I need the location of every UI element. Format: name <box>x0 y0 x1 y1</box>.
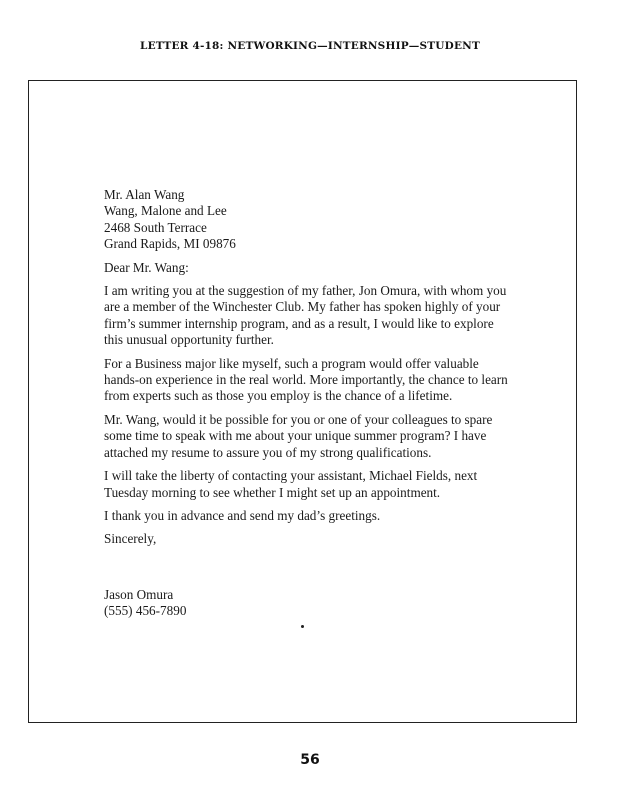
recipient-company: Wang, Malone and Lee <box>104 203 227 219</box>
stray-dot-mark <box>301 625 304 628</box>
recipient-address-block <box>104 187 514 253</box>
signature-space <box>104 555 514 587</box>
sender-phone: (555) 456-7890 <box>104 603 187 619</box>
paragraph-1: I am writing you at the suggestion of my father, Jon Omura, with whom you are a member of the Winchester Club. My father has spoken highly of your firm’s summer internship program, and as a result, I would like to explore this unusual opportunity further. <box>104 283 507 348</box>
recipient-name: Mr. Alan Wang <box>104 187 185 202</box>
sender-name: Jason Omura <box>104 586 174 602</box>
closing: Sincerely, <box>104 531 157 547</box>
paragraph-4: I will take the liberty of contacting your assistant, Michael Fields, next Tuesday morning to see whether I might set up an appointment. <box>104 468 478 500</box>
paragraph-2: For a Business major like myself, such a program would offer valuable hands-on experience in the real world. More importantly, the chance to learn from experts such as those you employ is the chance of a lifetime. <box>104 355 508 404</box>
recipient-street: 2468 South Terrace <box>104 219 207 235</box>
paragraph-3: Mr. Wang, would it be possible for you or one of your colleagues to spare some time to speak with me about your unique summer program? I have attached my resume to assure you of my strong qualifications. <box>104 411 493 460</box>
page-number: 56 <box>300 752 320 768</box>
letter-body <box>104 187 514 620</box>
paragraph-5: I thank you in advance and send my dad’s greetings. <box>104 507 381 523</box>
page-header-title: LETTER 4-18: NETWORKING—INTERNSHIP—STUDENT <box>140 40 480 52</box>
recipient-city: Grand Rapids, MI 09876 <box>104 236 236 252</box>
salutation: Dear Mr. Wang: <box>104 259 189 275</box>
